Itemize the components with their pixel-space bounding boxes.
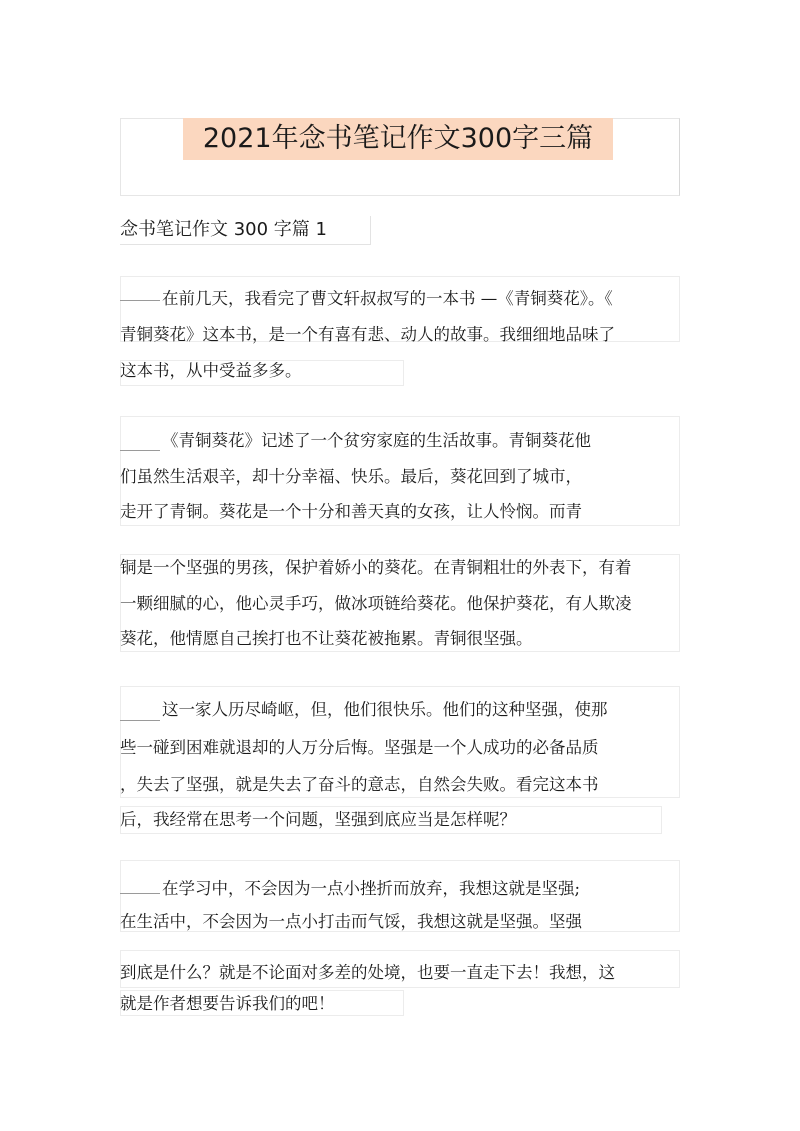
paragraph-line: 走开了青铜。葵花是一个十分和善天真的女孩，让人怜悯。而青	[120, 502, 582, 521]
paragraph-line: 《青铜葵花》记述了一个贫穷家庭的生活故事。青铜葵花他	[162, 431, 591, 450]
paragraph-line: 在学习中，不会因为一点小挫折而放弃，我想这就是坚强;	[162, 879, 581, 898]
paragraph-line: 在前几天，我看完了曹文轩叔叔写的一本书 —《青铜葵花》。《	[162, 289, 613, 308]
paragraph-line: 些一碰到困难就退却的人万分后悔。坚强是一个人成功的必备品质	[120, 738, 599, 757]
document-title: 2021年念书笔记作文300字三篇	[202, 123, 594, 154]
paragraph-line: 这本书，从中受益多多。	[120, 361, 302, 380]
paragraph-line: 后，我经常在思考一个问题，坚强到底应当是怎样呢？	[120, 810, 516, 829]
indent-rule	[120, 450, 160, 451]
indent-rule	[120, 720, 160, 721]
paragraph-line: 就是作者想要告诉我们的吧！	[120, 994, 335, 1013]
paragraph-line: 这一家人历尽崎岖，但，他们很快乐。他们的这种坚强，使那	[162, 700, 608, 719]
paragraph-line: 们虽然生活艰辛，却十分幸福、快乐。最后，葵花回到了城市，	[120, 467, 582, 486]
paragraph-line: 葵花，他情愿自己挨打也不让葵花被拖累。青铜很坚强。	[120, 629, 533, 648]
paragraph-line: 到底是什么？就是不论面对多差的处境，也要一直走下去！我想，这	[120, 963, 615, 982]
paragraph-line: 在生活中，不会因为一点小打击而气馁，我想这就是坚强。坚强	[120, 912, 582, 931]
paragraph-line: 铜是一个坚强的男孩，保护着娇小的葵花。在青铜粗壮的外表下，有着	[120, 558, 632, 577]
paragraph-line: ，失去了坚强，就是失去了奋斗的意志，自然会失败。看完这本书	[120, 775, 599, 794]
paragraph-line: 青铜葵花》这本书，是一个有喜有悲、动人的故事。我细细地品味了	[120, 325, 615, 344]
paragraph-line: 一颗细腻的心，他心灵手巧，做冰项链给葵花。他保护葵花，有人欺凌	[120, 594, 632, 613]
indent-rule	[120, 893, 160, 894]
indent-rule	[120, 300, 160, 301]
section-heading: 念书笔记作文 300 字篇 1	[120, 219, 327, 240]
